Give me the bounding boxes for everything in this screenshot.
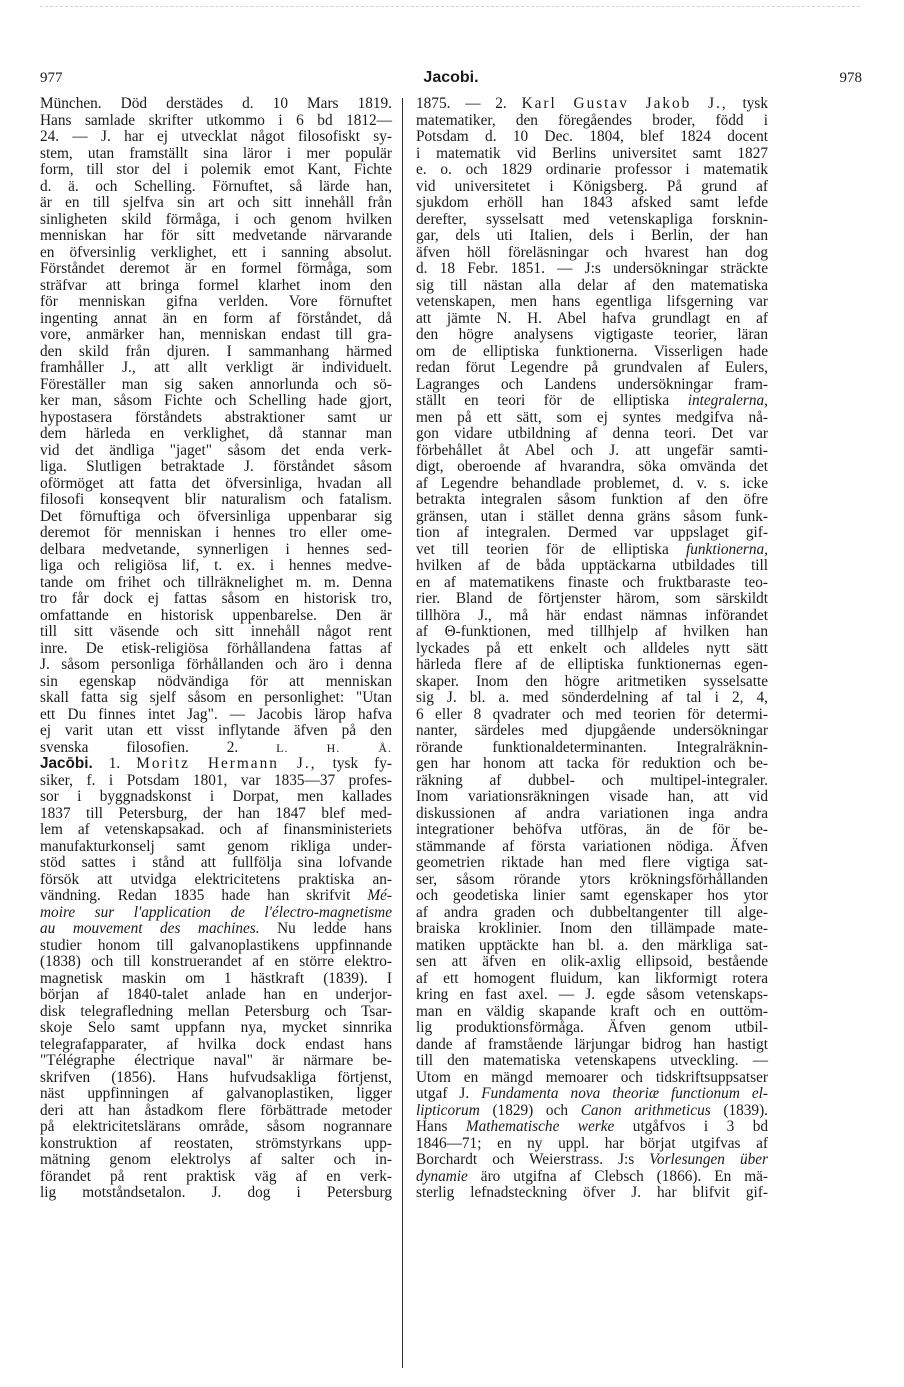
text-line: sinligheten skild förmåga, i och genom hvilken <box>40 210 392 228</box>
text-line: framhåller J., att allt verkligt är individuelt. <box>40 359 392 376</box>
text-line: digt, oberoende af hvarandra, söka omvända det <box>416 458 768 475</box>
text-line: rier. Bland de förtjenster härom, som särskildt <box>416 590 768 607</box>
text-line: München. Död derstädes d. 10 Mars 1819. <box>40 95 392 112</box>
text-line: derefter, sysselsatt med vetenskapliga forsknin- <box>416 210 768 228</box>
text-line: matiken upptäckte han bl. a. den märkliga sat- <box>416 936 768 954</box>
text-line: för menniskan gifna verlden. Vore förnuftet <box>40 293 392 310</box>
text-line: gen har honom att tacka för reduktion och be- <box>416 755 768 772</box>
text-line: skoje Selo samt uppfann nya, mycket sinnrika <box>40 1019 392 1036</box>
text-line: e. o. och 1829 ordinarie professor i matematik <box>416 161 768 178</box>
person-name: Moritz Hermann J., <box>136 755 317 772</box>
text-line: disk telegrafledning mellan Petersburg och Tsar- <box>40 1002 392 1020</box>
text-line: Potsdam d. 10 Dec. 1804, blef 1824 docent <box>416 128 768 145</box>
text-line: ker man, såsom Fichte och Schelling hade gjort, <box>40 392 392 409</box>
text-line: studier honom till galvanoplastikens uppfinnande <box>40 936 392 954</box>
text-line: geometrien riktade han med flere vigtiga sat- <box>416 854 768 871</box>
text-line: sträfvar att bringa formel klarhet inom den <box>40 276 392 294</box>
text-line: tillhöra J., må här endast nämnas införandet <box>416 606 768 624</box>
text-line: vid universitetet i Königsberg. På grund af <box>416 177 768 195</box>
text-line: "Télégraphe électrique naval" är närmare be- <box>40 1052 392 1069</box>
text-line <box>416 1086 768 1103</box>
text-line: är en till sjelfva sin art och sitt innehåll från <box>40 194 392 211</box>
text-line: sen att äfven en olik-axlig ellipsoid, bestående <box>416 953 768 970</box>
work-title: Vorlesungen über <box>649 1151 768 1168</box>
text-line: magnetisk maskin om 1 hästkraft (1839). I <box>40 969 392 987</box>
text-line: förandet på rent praktisk väg af en verk- <box>40 1167 392 1185</box>
text-line: en af matematikens finaste och fruktbaraste teo- <box>416 573 768 591</box>
text-fragment: Borchardt och Weierstrass. J:s <box>416 1151 635 1168</box>
text-line <box>416 1152 768 1169</box>
text-line: försök att utvidga elektricitetens praktiska an- <box>40 870 392 888</box>
text-line <box>416 542 768 559</box>
text-line: menniskan har för sitt medvetande närvarande <box>40 227 392 244</box>
text-line: sig J. bl. a. med sönderdelning af tal i 2, 4, <box>416 689 768 706</box>
text-line: men på ett sätt, som ej syntes medgifva nå- <box>416 408 768 426</box>
text-line: härleda flere af de elliptiska funktionernas egen- <box>416 656 768 673</box>
text-line: af Θ-funktionen, med tillhjelp af hvilken han <box>416 623 768 640</box>
work-title: Mathematische werke <box>465 1118 615 1135</box>
text-fragment: Hans <box>416 1118 448 1135</box>
text-line: oförmöget att fatta det öfversinliga, hvadan all <box>40 474 392 492</box>
text-line: (1838) och till konstruerandet af en större elektro- <box>40 953 392 970</box>
text-line: vetenskapen, men hans egentliga lifsgerning var <box>416 293 768 310</box>
text-line: den skild från djuren. I sammanhang härmed <box>40 342 392 360</box>
text-line: hypostasera förståndets abstraktioner samt ur <box>40 408 392 426</box>
text-fragment: utgåfvos i 3 bd <box>632 1118 769 1135</box>
entry-number: 2. <box>226 738 239 756</box>
text-line: sin egenskap nödvändiga för att menniskan <box>40 672 392 690</box>
text-line: till sitt väsende och sitt innehåll något rent <box>40 623 392 640</box>
column-divider <box>402 98 403 1368</box>
emphasis: funktionerna, <box>686 540 768 558</box>
text-line: och geodetiska linier samt egenskaper hos ytor <box>416 887 768 904</box>
text-line: liga. Slutligen betraktade J. förståndet såsom <box>40 458 392 475</box>
text-line: siker, f. i Potsdam 1801, var 1835—37 profes- <box>40 771 392 789</box>
text-line: en öfversinlig verklighet, ett i sanning absolut. <box>40 243 392 261</box>
text-line: Lagranges och Landens undersökningar fram- <box>416 375 768 393</box>
text-line: 1846—71; en ny uppl. har börjat utgifvas af <box>416 1134 768 1152</box>
text-line <box>416 1103 768 1120</box>
text-line: hvilken af de båda upptäckarna utbildades till <box>416 557 768 574</box>
work-title: Canon arithmeticus <box>580 1101 711 1119</box>
page-number-left: 977 <box>40 70 63 86</box>
text-line: sig till nästan alla delar af den matematiska <box>416 276 768 294</box>
text-line: tro får dock ej fattas såsom en historisk tro, <box>40 590 392 607</box>
text-line: skall fatta sig sjelf såsom en personlighet: "Utan <box>40 689 392 706</box>
text-line: filosofi konseqvent blir naturalism och fatalism. <box>40 491 392 508</box>
text-line: ser, såsom rörande ytors krökningsförhållanden <box>416 870 768 888</box>
text-line: kring en fast axel. — J. egde såsom vetenskaps- <box>416 986 768 1003</box>
text-line: deri att han åstadkom flere förbättrade metoder <box>40 1101 392 1119</box>
text-line: skrifven (1856). Hans hufvudsakliga förtjenst, <box>40 1068 392 1086</box>
text-line: lem af vetenskapsakad. och af finansministeriets <box>40 821 392 838</box>
work-title: au mouvement des machines. <box>40 920 260 937</box>
text-line <box>40 888 392 905</box>
text-line: deremot för menniskan i hennes tro eller ome- <box>40 524 392 541</box>
text-line: telegrafapparater, af hvilka dock endast hans <box>40 1035 392 1053</box>
text-line: matematiker, den föregåendes broder, född i <box>416 111 768 129</box>
person-name: Karl Gustav Jakob J., <box>521 95 728 112</box>
text-line: af andra graden och dubbeltangenter till alge- <box>416 903 768 921</box>
text-line: form, till stor del i polemik emot Kant, Fichte <box>40 161 392 178</box>
work-title: Mé- <box>367 887 392 904</box>
text-line: skaper. Inom den högre aritmetiken sysselsatte <box>416 672 768 690</box>
text-line: Utom en mängd memoarer och tidskriftsuppsatser <box>416 1068 768 1086</box>
text-line: 6 eller 8 qvadrater och med teorien för determi- <box>416 705 768 723</box>
text-fragment: vet till teorien för de elliptiska <box>416 540 669 558</box>
text-fragment: ställt en teori för de elliptiska <box>416 392 670 409</box>
text-line: dande af framstående lärjungar bidrog han hastigt <box>416 1035 768 1053</box>
right-column <box>416 96 768 1202</box>
text-line <box>416 1119 768 1136</box>
text-line: stem, utan framställt sina läror i mer populär <box>40 144 392 162</box>
text-line: på elektricitetslärans område, såsom nogrannare <box>40 1118 392 1135</box>
text-line: ett Du finnes intet Jag". — Jacobis lärор hafva <box>40 705 392 723</box>
text-fragment: utgaf J. <box>416 1085 470 1102</box>
text-line: af Legendre behandlade problemet, d. v. s. icke <box>416 474 768 492</box>
entry-headline <box>40 756 392 773</box>
text-line: nanter, särdeles med djupgående undersökningar <box>416 722 768 739</box>
text-line: lyckades på ett enkelt och alldeles nytt sätt <box>416 639 768 657</box>
text-line: manufakturkonselj samt genom rikliga under- <box>40 837 392 855</box>
text-line: inre. De etisk-religiösa förhållandena fattas af <box>40 639 392 657</box>
text-line: diskussionen af andra variationen inga andra <box>416 804 768 822</box>
text-line: sor i byggnadskonst i Dorpat, men kallades <box>40 788 392 805</box>
text-line: Inom variationsräkningen visade han, att vid <box>416 788 768 805</box>
text-line: sjukdom erhöll han 1843 afsked samt lefde <box>416 194 768 211</box>
text-line: dem härleda en verklighet, då stannar man <box>40 425 392 442</box>
work-title: Fundamenta nova theoriæ functionum el- <box>481 1085 768 1102</box>
text-line: gon vidare utbildning af denna teori. Det var <box>416 425 768 442</box>
entry-number: 1. <box>108 755 121 772</box>
text-line <box>416 1169 768 1186</box>
text-line: gar, dels uti Italien, dels i Berlin, der han <box>416 227 768 244</box>
text-line: 1837 till Petersburg, der han 1847 blef med- <box>40 804 392 822</box>
text-line: Det förnuftiga och öfversinliga uppenbarar sig <box>40 507 392 525</box>
text-line <box>416 393 768 410</box>
entry-headword: Jacōbi. <box>40 755 93 772</box>
text-line: början af 1840-talet anlade han en underjor- <box>40 986 392 1003</box>
page-header <box>40 70 862 94</box>
text-line: tion af integralen. Dermed var uppslaget gif- <box>416 524 768 541</box>
text-line: konstruktion af reostaten, strömstyrkans upp- <box>40 1134 392 1152</box>
text-line: lig motståndsetalon. J. dog i Petersburg <box>40 1184 392 1201</box>
text-line: rörande funktionaldeterminanten. Integralräknin- <box>416 738 768 756</box>
text-line: vore, anmärker han, menniskan endast till gra- <box>40 326 392 343</box>
text-fragment: (1829) och <box>492 1101 569 1119</box>
text-fragment: (1839). <box>723 1101 768 1119</box>
text-line: d. 18 Febr. 1851. — J:s undersökningar sträckte <box>416 260 768 277</box>
text-fragment: tysk <box>742 95 769 112</box>
text-line: om de elliptiska funktionerna. Visserligen hade <box>416 342 768 360</box>
text-line: räkning af dubbel- och multipel-integraler. <box>416 771 768 789</box>
work-title-line: moire sur l'application de l'électro-magnetisme <box>40 903 392 921</box>
text-line: mätning genom elektrolys af salter och in- <box>40 1151 392 1168</box>
text-line: delbara medvetande, synnerligen i hennes sed- <box>40 540 392 558</box>
text-line: till den matematiska vetenskapens utveckling. — <box>416 1052 768 1069</box>
text-line: vid det ändliga "jaget" såsom det enda verk- <box>40 441 392 459</box>
text-fragment: Nu ledde hans <box>277 920 392 937</box>
text-line: äfven höll föreläsningar och hvarest han dog <box>416 243 768 261</box>
text-line: omfattande en historisk uppenbarelse. Den är <box>40 606 392 624</box>
text-line: Hans samlade skrifter utkommo i 6 bd 1812— <box>40 111 392 129</box>
top-scan-rule <box>40 6 860 7</box>
text-fragment: tysk fy- <box>332 755 392 772</box>
text-line: J. såsom personliga förhållanden och äro i denna <box>40 656 392 673</box>
text-line: braiska kroklinier. Inom den tillämpade mate- <box>416 920 768 937</box>
text-fragment: äro utgifna af Clebsch (1866). En mä- <box>480 1167 768 1185</box>
text-line: integrationer behöfva utföras, än de för be- <box>416 821 768 838</box>
text-line: Föreställer man sig saken annorlunda och sö- <box>40 375 392 393</box>
text-fragment: vändning. Redan 1835 hade han skrifvit <box>40 887 351 904</box>
text-line: ej varit utan ett visst inflytande äfven på den <box>40 722 392 739</box>
text-line: den högre analysens vigtigaste teorier, läran <box>416 326 768 343</box>
text-line: af ett homogent fluidum, kan likformigt rotera <box>416 969 768 987</box>
left-column <box>40 96 392 1202</box>
text-line: förbehållet åt Abel och J. att ungefär samti- <box>416 441 768 459</box>
work-title: dynamie <box>416 1167 468 1185</box>
text-line: lig produktionsförmåga. Äfven genom utbil- <box>416 1019 768 1036</box>
work-title: lipticorum <box>416 1101 480 1119</box>
text-line: stöd sattes i stånd att fullfölja sina lofvande <box>40 854 392 871</box>
text-line: redan förut Legendre på grundvalen af Eulers, <box>416 359 768 376</box>
author-signature: L. H. Å. <box>276 740 392 755</box>
page-number-right: 978 <box>839 70 862 86</box>
text-line: d. ä. och Schelling. Förnuftet, så lärde han, <box>40 177 392 195</box>
running-headword: Jacobi. <box>423 69 479 86</box>
text-line <box>416 96 768 113</box>
text-line: tande om frihet och tillräknelighet m. m. Denna <box>40 573 392 591</box>
text-fragment: svenska filosofien. <box>40 738 189 756</box>
text-line: näst uppfinningen af galvanoplastiken, ligger <box>40 1085 392 1102</box>
text-line: stämmande af första variationen nödiga. Äfven <box>416 837 768 855</box>
text-line: man en väldig skapande kraft och en outtöm- <box>416 1002 768 1020</box>
text-line: Förståndet deremot är en formel förmåga, som <box>40 260 392 277</box>
text-line <box>40 921 392 938</box>
text-line: ingenting annat än en form af förståndet, då <box>40 309 392 327</box>
text-line-signature <box>40 740 392 757</box>
text-line: 24. — J. har ej utvecklat något filosofiskt sy- <box>40 128 392 145</box>
text-line: gränsen, utan i stället denna gräns såsom funk- <box>416 507 768 525</box>
text-fragment: 1875. — 2. <box>416 95 507 112</box>
text-line: att jämte N. H. Abel hafva grundlagt en af <box>416 309 768 327</box>
emphasis: integralerna, <box>687 392 769 409</box>
text-line: sterlig lefnadsteckning öfver J. har blifvit gif- <box>416 1184 768 1201</box>
text-line: betrakta integralen såsom funktion af den öfre <box>416 491 768 508</box>
text-line: liga och religiösa lif, t. ex. i hennes medve- <box>40 557 392 574</box>
text-line: i matematik vid Berlins universitet samt 1827 <box>416 144 768 162</box>
